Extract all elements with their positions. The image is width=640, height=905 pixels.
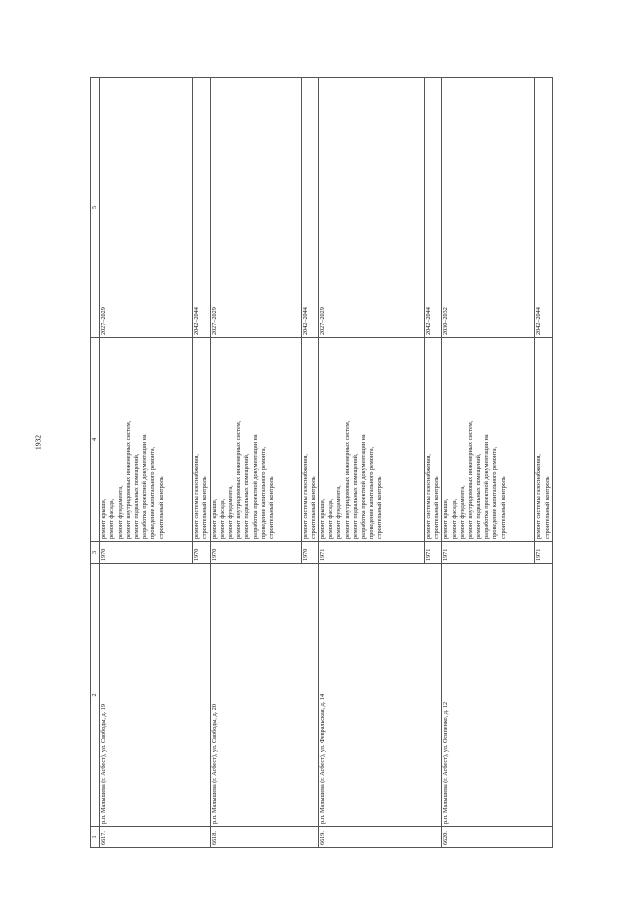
row-work: ремонт крыши, ремонт фасада, ремонт фундамента, ремонт внутридомовых инженерных систем, ремонт подвальных помещений, разработка проектной документации на проведение капитального ремонта, строительный контроль	[442, 338, 535, 542]
row-number: 6617.	[100, 827, 210, 848]
subrow-work: ремонт системы газоснабжения, строительный контроль	[301, 338, 318, 542]
subrow-work: ремонт системы газоснабжения, строительный контроль	[193, 338, 210, 542]
header-row	[91, 78, 100, 848]
row-year: 1971	[318, 542, 424, 564]
subrow-period: 2042–2044	[535, 78, 552, 338]
subrow-period: 2042–2044	[301, 78, 318, 338]
subrow-period: 2042–2044	[424, 78, 441, 338]
row-number: 6618.	[210, 827, 318, 848]
col-header-2: 2	[91, 564, 100, 827]
row-year: 1970	[210, 542, 301, 564]
page-number: 1932	[33, 435, 43, 450]
row-year: 1971	[442, 542, 535, 564]
subrow-year: 1970	[193, 542, 210, 564]
subrow-work: ремонт системы газоснабжения, строительный контроль	[535, 338, 552, 542]
subrow-period: 2042–2044	[193, 78, 210, 338]
row-address: р.п. Малышева (г. Асбест), ул. Свободы, д. 19	[100, 564, 210, 827]
table-row	[318, 78, 424, 848]
row-address: р.п. Малышева (г. Асбест), ул. Свободы, д. 20	[210, 564, 318, 827]
row-period: 2027–2029	[210, 78, 301, 338]
subrow-work: ремонт системы газоснабжения, строительный контроль	[424, 338, 441, 542]
col-header-1: 1	[91, 827, 100, 848]
row-period: 2027–2029	[318, 78, 424, 338]
table-row	[100, 78, 193, 848]
row-year: 1970	[100, 542, 193, 564]
subrow-year: 1970	[301, 542, 318, 564]
capital-repair-table	[90, 77, 553, 848]
row-period: 2027–2029	[100, 78, 193, 338]
subrow-year: 1971	[424, 542, 441, 564]
col-header-3: 3	[91, 542, 100, 564]
row-work: ремонт крыши, ремонт фасада, ремонт фундамента, ремонт внутридомовых инженерных систем, ремонт подвальных помещений, разработка проектной документации на проведение капитального ремонта, строительный контроль	[100, 338, 193, 542]
subrow-year: 1971	[535, 542, 552, 564]
row-address: р.п. Малышева (г. Асбест), ул. Осипенко, д. 12	[442, 564, 552, 827]
table-row	[210, 78, 301, 848]
col-header-4: 4	[91, 338, 100, 542]
row-work: ремонт крыши, ремонт фасада, ремонт фундамента, ремонт внутридомовых инженерных систем, ремонт подвальных помещений, разработка проектной документации на проведение капитального ремонта, строительный контроль	[318, 338, 424, 542]
row-work: ремонт крыши, ремонт фасада, ремонт фундамента, ремонт внутридомовых инженерных систем, ремонт подвальных помещений, разработка проектной документации на проведение капитального ремонта, строительный контроль	[210, 338, 301, 542]
col-header-5: 5	[91, 78, 100, 338]
row-number: 6620.	[442, 827, 552, 848]
table-row	[442, 78, 535, 848]
row-number: 6619.	[318, 827, 441, 848]
table-body	[100, 78, 553, 848]
row-period: 2030–2032	[442, 78, 535, 338]
row-address: р.п. Малышева (г. Асбест), ул. Февральская, д. 14	[318, 564, 441, 827]
document-page-rotated	[90, 78, 600, 848]
